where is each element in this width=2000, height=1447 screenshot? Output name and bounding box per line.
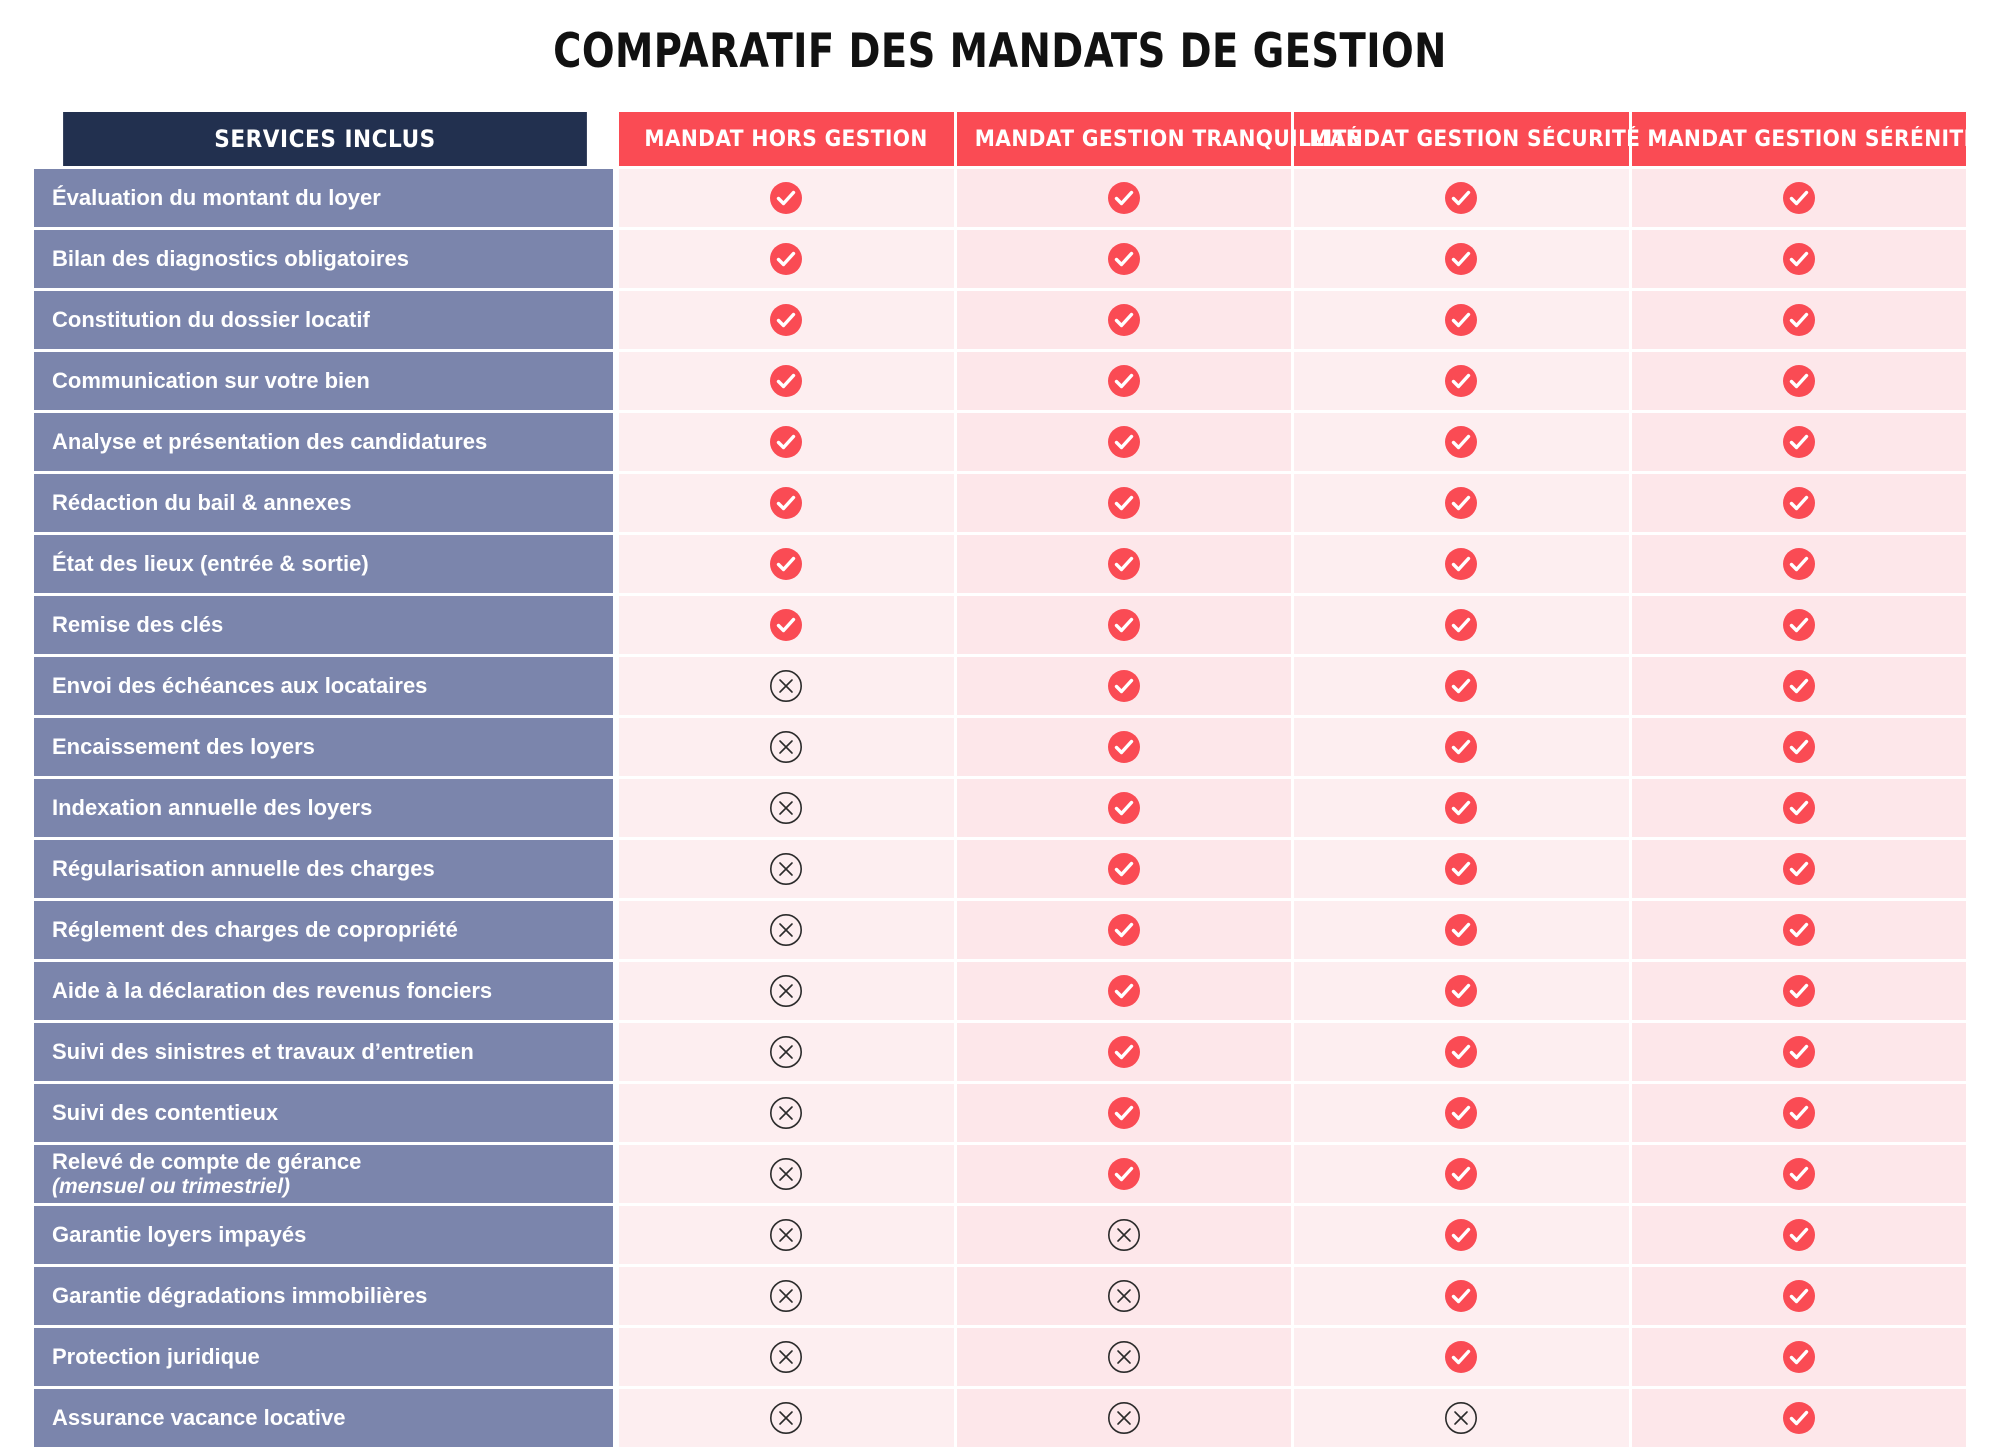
check-icon — [769, 181, 803, 215]
table-row — [34, 593, 1966, 654]
cell-excluded — [954, 1264, 1292, 1325]
cell-included — [1629, 532, 1967, 593]
row-label-text: Aide à la déclaration des revenus fonciers — [52, 977, 493, 1003]
check-icon — [1444, 486, 1478, 520]
cell-included — [1291, 776, 1629, 837]
check-icon — [1444, 791, 1478, 825]
row-label — [34, 715, 616, 776]
check-icon — [1782, 974, 1816, 1008]
cell-included — [1629, 593, 1967, 654]
page-title: COMPARATIF DES MANDATS DE GESTION — [553, 24, 1447, 79]
cell-included — [1291, 654, 1629, 715]
check-icon — [1444, 1157, 1478, 1191]
check-icon — [1444, 852, 1478, 886]
row-label-text: Assurance vacance locative — [52, 1404, 346, 1430]
row-label-text: Encaissement des loyers — [52, 733, 315, 759]
row-label-text: Protection juridique — [52, 1343, 260, 1369]
column-header-plan-3 — [1291, 112, 1641, 166]
cell-included — [1629, 1386, 1967, 1447]
comparison-table — [34, 112, 1978, 1447]
cross-icon — [769, 1035, 803, 1069]
check-icon — [1444, 974, 1478, 1008]
comparison-table-wrapper — [34, 112, 1978, 1447]
check-icon — [1444, 1340, 1478, 1374]
cross-icon — [1107, 1279, 1141, 1313]
table-row — [34, 471, 1966, 532]
row-label-subtext: (mensuel ou trimestriel) — [52, 1174, 291, 1198]
header-row — [34, 112, 1966, 166]
check-icon — [1107, 1035, 1141, 1069]
cell-excluded — [616, 898, 954, 959]
cell-included — [1629, 166, 1967, 227]
row-label-text: Évaluation du montant du loyer — [52, 184, 381, 210]
cell-included — [1629, 1020, 1967, 1081]
cell-included — [616, 593, 954, 654]
row-label — [34, 471, 616, 532]
check-icon — [1107, 852, 1141, 886]
table-row — [34, 1203, 1966, 1264]
cell-excluded — [616, 776, 954, 837]
row-label — [34, 1264, 616, 1325]
column-header-plan-3-label: MANDAT GESTION SÉCURITÉ — [1309, 126, 1641, 152]
cell-excluded — [1291, 1386, 1629, 1447]
check-icon — [1782, 303, 1816, 337]
cell-included — [1291, 1203, 1629, 1264]
table-row — [34, 1386, 1966, 1447]
check-icon — [1444, 1218, 1478, 1252]
cell-included — [1629, 1203, 1967, 1264]
cross-icon — [769, 974, 803, 1008]
cell-included — [1291, 349, 1629, 410]
check-icon — [1782, 364, 1816, 398]
row-label-text: Remise des clés — [52, 611, 224, 637]
check-icon — [1782, 425, 1816, 459]
cross-icon — [1107, 1218, 1141, 1252]
row-label-text: Indexation annuelle des loyers — [52, 794, 373, 820]
check-icon — [1444, 608, 1478, 642]
cell-included — [1629, 288, 1967, 349]
cell-included — [954, 837, 1292, 898]
cross-icon — [769, 1401, 803, 1435]
check-icon — [1444, 425, 1478, 459]
check-icon — [1107, 547, 1141, 581]
check-icon — [1782, 1279, 1816, 1313]
cell-included — [954, 288, 1292, 349]
row-label-text: Bilan des diagnostics obligatoires — [52, 245, 409, 271]
cell-included — [954, 593, 1292, 654]
cell-included — [1291, 532, 1629, 593]
cell-included — [1291, 1264, 1629, 1325]
cell-included — [1629, 715, 1967, 776]
row-label — [34, 227, 616, 288]
row-label-text: Constitution du dossier locatif — [52, 306, 370, 332]
cell-included — [1291, 1142, 1629, 1203]
cell-included — [954, 898, 1292, 959]
row-label — [34, 1203, 616, 1264]
cell-included — [1291, 1020, 1629, 1081]
table-row — [34, 166, 1966, 227]
row-label-text: Garantie dégradations immobilières — [52, 1282, 428, 1308]
cell-included — [1629, 1142, 1967, 1203]
check-icon — [1782, 547, 1816, 581]
cell-included — [1629, 654, 1967, 715]
check-icon — [769, 608, 803, 642]
cell-included — [616, 410, 954, 471]
cell-included — [1291, 166, 1629, 227]
cell-included — [1629, 837, 1967, 898]
row-label — [34, 1020, 616, 1081]
row-label — [34, 898, 616, 959]
check-icon — [1782, 242, 1816, 276]
check-icon — [1107, 730, 1141, 764]
column-header-services: SERVICES INCLUS — [63, 112, 587, 166]
row-label — [34, 654, 616, 715]
table-row — [34, 532, 1966, 593]
cell-included — [1629, 410, 1967, 471]
row-label-text: Rédaction du bail & annexes — [52, 489, 352, 515]
cell-excluded — [616, 1142, 954, 1203]
check-icon — [1107, 669, 1141, 703]
cell-included — [616, 349, 954, 410]
check-icon — [1782, 1401, 1816, 1435]
cell-included — [1291, 593, 1629, 654]
cross-icon — [1444, 1401, 1478, 1435]
cell-excluded — [954, 1386, 1292, 1447]
check-icon — [1782, 1096, 1816, 1130]
check-icon — [1107, 486, 1141, 520]
row-label-text: Régularisation annuelle des charges — [52, 855, 435, 881]
row-label-text: Garantie loyers impayés — [52, 1221, 307, 1247]
check-icon — [1444, 1035, 1478, 1069]
row-label — [34, 593, 616, 654]
table-row — [34, 227, 1966, 288]
cross-icon — [769, 669, 803, 703]
cell-included — [1291, 898, 1629, 959]
cross-icon — [769, 1340, 803, 1374]
row-label-text: Suivi des sinistres et travaux d’entretien — [52, 1038, 474, 1064]
cross-icon — [769, 913, 803, 947]
cell-excluded — [616, 837, 954, 898]
cross-icon — [769, 852, 803, 886]
cell-excluded — [616, 1325, 954, 1386]
check-icon — [1444, 364, 1478, 398]
cell-included — [1629, 959, 1967, 1020]
cell-included — [616, 532, 954, 593]
cell-excluded — [616, 959, 954, 1020]
check-icon — [1782, 669, 1816, 703]
table-row — [34, 1142, 1966, 1203]
table-row — [34, 837, 1966, 898]
row-label — [34, 349, 616, 410]
table-row — [34, 715, 1966, 776]
check-icon — [1444, 242, 1478, 276]
column-header-plan-1-label: MANDAT HORS GESTION — [644, 126, 928, 152]
check-icon — [1444, 669, 1478, 703]
cell-included — [616, 288, 954, 349]
check-icon — [1782, 181, 1816, 215]
cell-included — [1291, 1325, 1629, 1386]
check-icon — [1782, 852, 1816, 886]
row-label — [34, 1142, 616, 1203]
table-row — [34, 654, 1966, 715]
cell-included — [954, 349, 1292, 410]
check-icon — [769, 486, 803, 520]
cell-included — [1291, 288, 1629, 349]
cell-included — [1629, 227, 1967, 288]
table-row — [34, 776, 1966, 837]
cell-included — [954, 1020, 1292, 1081]
cell-included — [1629, 1081, 1967, 1142]
table-row — [34, 959, 1966, 1020]
cell-included — [954, 959, 1292, 1020]
cross-icon — [769, 1218, 803, 1252]
row-label — [34, 1386, 616, 1447]
cell-excluded — [616, 1081, 954, 1142]
cell-included — [954, 166, 1292, 227]
check-icon — [1107, 364, 1141, 398]
check-icon — [1107, 791, 1141, 825]
cell-included — [1291, 227, 1629, 288]
check-icon — [769, 547, 803, 581]
cross-icon — [1107, 1340, 1141, 1374]
check-icon — [769, 242, 803, 276]
check-icon — [1782, 730, 1816, 764]
row-label-text: Analyse et présentation des candidatures — [52, 428, 488, 454]
cell-included — [1291, 1081, 1629, 1142]
row-label — [34, 410, 616, 471]
table-row — [34, 410, 1966, 471]
cell-included — [954, 410, 1292, 471]
column-header-plan-1 — [616, 112, 954, 166]
check-icon — [1782, 1157, 1816, 1191]
check-icon — [1782, 608, 1816, 642]
row-label-text: État des lieux (entrée & sortie) — [52, 550, 369, 576]
row-label-text: Réglement des charges de copropriété — [52, 916, 458, 942]
column-header-plan-4-label: MANDAT GESTION SÉRÉNITÉ — [1646, 126, 1978, 152]
check-icon — [1107, 242, 1141, 276]
table-row — [34, 1264, 1966, 1325]
table-row — [34, 1325, 1966, 1386]
cell-included — [1629, 349, 1967, 410]
check-icon — [1107, 1157, 1141, 1191]
check-icon — [769, 425, 803, 459]
table-row — [34, 288, 1966, 349]
check-icon — [1107, 181, 1141, 215]
check-icon — [1444, 181, 1478, 215]
cell-included — [1291, 837, 1629, 898]
cross-icon — [769, 730, 803, 764]
cell-included — [616, 166, 954, 227]
row-label-text: Relevé de compte de gérance — [52, 1148, 362, 1174]
check-icon — [769, 303, 803, 337]
check-icon — [1782, 913, 1816, 947]
column-header-plan-2-label: MANDAT GESTION TRANQUILLITÉ — [974, 126, 1361, 152]
cell-included — [954, 471, 1292, 532]
check-icon — [1107, 1096, 1141, 1130]
cell-included — [1291, 471, 1629, 532]
table-header — [34, 112, 1978, 166]
cell-included — [1629, 1264, 1967, 1325]
check-icon — [1107, 913, 1141, 947]
row-label — [34, 959, 616, 1020]
check-icon — [1782, 1218, 1816, 1252]
check-icon — [1107, 608, 1141, 642]
cell-included — [954, 776, 1292, 837]
cell-included — [1629, 471, 1967, 532]
check-icon — [1444, 730, 1478, 764]
check-icon — [769, 364, 803, 398]
cell-excluded — [954, 1203, 1292, 1264]
cross-icon — [1107, 1401, 1141, 1435]
cell-included — [954, 654, 1292, 715]
cell-included — [1629, 1325, 1967, 1386]
cross-icon — [769, 1157, 803, 1191]
cross-icon — [769, 1096, 803, 1130]
row-label-text: Communication sur votre bien — [52, 367, 370, 393]
cell-excluded — [616, 715, 954, 776]
check-icon — [1444, 1279, 1478, 1313]
table-row — [34, 1020, 1966, 1081]
row-label — [34, 1081, 616, 1142]
cell-excluded — [954, 1325, 1292, 1386]
cell-included — [1291, 410, 1629, 471]
check-icon — [1782, 791, 1816, 825]
table-row — [34, 1081, 1966, 1142]
cross-icon — [769, 791, 803, 825]
check-icon — [1107, 425, 1141, 459]
cell-included — [1291, 715, 1629, 776]
check-icon — [1782, 486, 1816, 520]
table-body — [34, 166, 1966, 1447]
cell-excluded — [616, 1203, 954, 1264]
cell-included — [954, 715, 1292, 776]
cell-included — [1629, 898, 1967, 959]
cell-included — [954, 532, 1292, 593]
cell-excluded — [616, 1264, 954, 1325]
check-icon — [1107, 974, 1141, 1008]
row-label — [34, 532, 616, 593]
cell-included — [1629, 776, 1967, 837]
row-label — [34, 288, 616, 349]
cell-included — [1291, 959, 1629, 1020]
check-icon — [1444, 1096, 1478, 1130]
table-row — [34, 349, 1966, 410]
cell-included — [954, 1081, 1292, 1142]
cell-excluded — [616, 1386, 954, 1447]
row-label-text: Envoi des échéances aux locataires — [52, 672, 428, 698]
row-label — [34, 166, 616, 227]
check-icon — [1107, 303, 1141, 337]
cell-included — [954, 1142, 1292, 1203]
column-header-plan-4 — [1629, 112, 1978, 166]
row-label — [34, 837, 616, 898]
cell-included — [954, 227, 1292, 288]
row-label-text: Suivi des contentieux — [52, 1099, 279, 1125]
cross-icon — [769, 1279, 803, 1313]
check-icon — [1444, 303, 1478, 337]
cell-excluded — [616, 1020, 954, 1081]
cell-included — [616, 227, 954, 288]
cell-excluded — [616, 654, 954, 715]
cell-included — [616, 471, 954, 532]
row-label — [34, 776, 616, 837]
table-row — [34, 898, 1966, 959]
check-icon — [1444, 913, 1478, 947]
column-header-plan-2 — [954, 112, 1361, 166]
check-icon — [1444, 547, 1478, 581]
check-icon — [1782, 1340, 1816, 1374]
row-label — [34, 1325, 616, 1386]
check-icon — [1782, 1035, 1816, 1069]
